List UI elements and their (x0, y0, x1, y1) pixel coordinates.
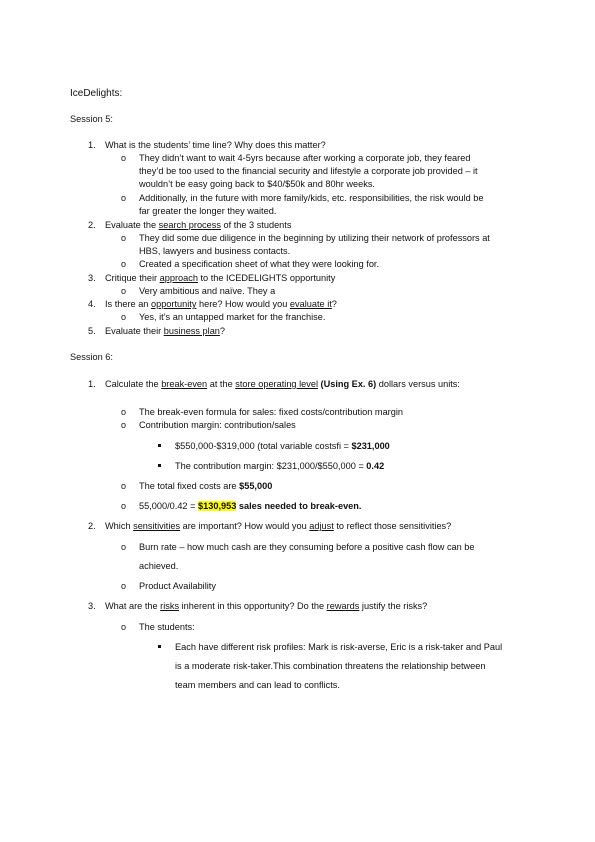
question-text: Evaluate the search process of the 3 students (105, 220, 292, 230)
question-text: Calculate the break-even at the store operating level (Using Ex. 6) dollars versus units: (105, 379, 460, 389)
answer-line: They did some due diligence in the beginning by utilizing their network of professors at (139, 233, 490, 243)
list-number: 1. (88, 140, 96, 150)
question-text: What are the risks inherent in this opportunity? Do the rewards justify the risks? (105, 601, 428, 611)
answer-line: achieved. (139, 561, 179, 571)
answer-line: they’d be too used to the financial security and lifestyle a corporate job provided – it (139, 166, 478, 176)
circle-bullet-icon: o (121, 542, 127, 552)
question-text: Is there an opportunity here? How would you evaluate it? (105, 299, 337, 309)
answer-line: is a moderate risk-taker.This combination threatens the relationship between (175, 661, 486, 671)
list-number: 4. (88, 299, 96, 309)
highlighted-amount: $130,953 (198, 501, 237, 511)
session-5-heading: Session 5: (70, 114, 113, 124)
question-text: Critique their approach to the ICEDELIGHTS opportunity (105, 273, 336, 283)
list-number: 3. (88, 601, 96, 611)
question-text: Which sensitivities are important? How would you adjust to reflect those sensitivities? (105, 521, 452, 531)
answer-line: wouldn’t be easy going back to $40/$50k and 80hr weeks. (139, 179, 375, 189)
answer-line: The total fixed costs are $55,000 (139, 481, 273, 491)
list-number: 2. (88, 521, 96, 531)
question-text: What is the students’ time line? Why does this matter? (105, 140, 326, 150)
answer-line: 55,000/0.42 = $130,953 sales needed to break-even. (139, 501, 362, 511)
circle-bullet-icon: o (121, 581, 127, 591)
circle-bullet-icon: o (121, 193, 127, 203)
calc-line: The contribution margin: $231,000/$550,000 = 0.42 (175, 461, 385, 471)
list-number: 5. (88, 326, 96, 336)
answer-line: Created a specification sheet of what they were looking for. (139, 259, 380, 269)
answer-line: HBS, lawyers and business contacts. (139, 246, 291, 256)
answer-line: Product Availability (139, 581, 216, 591)
circle-bullet-icon: o (121, 407, 127, 417)
answer-line: Burn rate – how much cash are they consuming before a positive cash flow can be (139, 542, 475, 552)
circle-bullet-icon: o (121, 622, 127, 632)
session-6-heading: Session 6: (70, 352, 113, 362)
answer-line: The break-even formula for sales: fixed costs/contribution margin (139, 407, 404, 417)
list-number: 3. (88, 273, 96, 283)
circle-bullet-icon: o (121, 259, 127, 269)
square-bullet-icon (158, 464, 161, 467)
answer-line: team members and can lead to conflicts. (175, 680, 340, 690)
square-bullet-icon (158, 444, 161, 447)
answer-line: They didn’t want to wait 4-5yrs because after working a corporate job, they feared (139, 153, 471, 163)
answer-line: far greater the longer they waited. (139, 206, 277, 216)
answer-line: The students: (139, 622, 195, 632)
square-bullet-icon (158, 645, 161, 648)
answer-line: Additionally, in the future with more family/kids, etc. responsibilities, the risk would be (139, 193, 484, 203)
list-number: 2. (88, 220, 96, 230)
answer-line: Each have different risk profiles: Mark is risk-averse, Eric is a risk-taker and Paul (175, 642, 503, 652)
circle-bullet-icon: o (121, 286, 127, 296)
answer-line: Contribution margin: contribution/sales (139, 420, 296, 430)
answer-line: Yes, it’s an untapped market for the franchise. (139, 312, 326, 322)
calc-line: $550,000-$319,000 (total variable costsfi = $231,000 (175, 441, 390, 451)
circle-bullet-icon: o (121, 501, 127, 511)
answer-line: Very ambitious and naïve. They a (139, 286, 276, 296)
circle-bullet-icon: o (121, 481, 127, 491)
document-title: IceDelights: (70, 88, 123, 99)
list-number: 1. (88, 379, 96, 389)
question-text: Evaluate their business plan? (105, 326, 226, 336)
circle-bullet-icon: o (121, 420, 127, 430)
circle-bullet-icon: o (121, 233, 127, 243)
circle-bullet-icon: o (121, 153, 127, 163)
circle-bullet-icon: o (121, 312, 127, 322)
